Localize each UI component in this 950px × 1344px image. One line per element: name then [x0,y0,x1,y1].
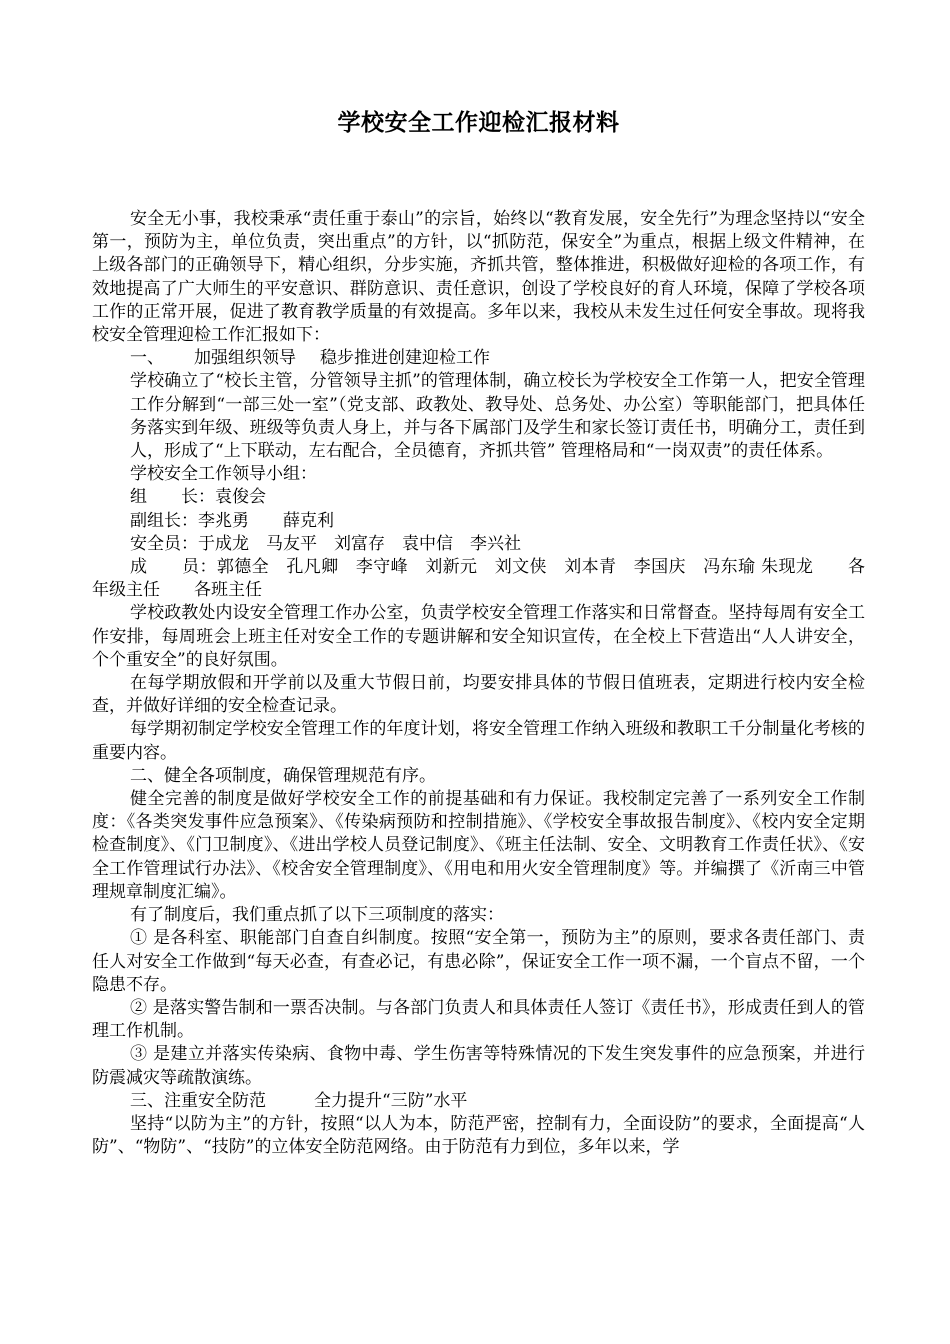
section1-paragraph-3: 在每学期放假和开学前以及重大节假日前，均要安排具体的节假日值班表，定期进行校内安全检查，并做好详细的安全检查记录。 [92,673,865,717]
leader-label: 组 长： [130,487,215,508]
section3-heading [92,1090,865,1113]
section2-paragraph-2: 有了制度后，我们重点抓了以下三项制度的落实： [130,905,504,926]
group-label: 学校安全工作领导小组： [130,464,317,485]
members-names: 郭德全 孔凡卿 李守峰 刘新元 刘文侠 刘本青 李国庆 冯东瑜 朱现龙 各年级主任 各班主任 [92,557,865,601]
section1-paragraph-4: 每学期初制定学校安全管理工作的年度计划，将安全管理工作纳入班级和教职工千分制量化考核的重要内容。 [92,719,865,763]
section2-item-3: ③ 是建立并落实传染病、食物中毒、学生伤害等特殊情况的下发生突发事件的应急预案，并进行防震减灾等疏散演练。 [92,1044,865,1088]
group-safety-officers [92,533,865,556]
members-label: 成 员： [130,557,217,578]
section1-heading-b: 稳步推进创建迎检工作 [320,348,490,369]
section3-heading-a: 三、注重安全防范 [130,1090,266,1111]
section3-heading-b: 全力提升“三防”水平 [314,1090,468,1111]
group-members [92,556,865,602]
group-leader [92,486,865,509]
vice-label: 副组长： [130,510,198,531]
document-title: 学校安全工作迎检汇报材料 [337,109,620,136]
section1-paragraph-2: 学校政教处内设安全管理工作办公室，负责学校安全管理工作落实和日常督查。坚持每周有安全工作安排，每周班会上班主任对安全工作的专题讲解和安全知识宣传，在全校上下营造出“人人讲安全，个个重安全”的良好氛围。 [92,603,865,670]
group-vice-leaders [92,510,865,533]
leader-name: 袁俊会 [215,487,266,508]
document-page [92,108,865,1159]
section1-heading [92,347,865,370]
section1-paragraph-1: 学校确立了“校长主管，分管领导主抓”的管理体制，确立校长为学校安全工作第一人，把安全管理工作分解到“一部三处一室”（党支部、政教处、教导处、总务处、办公室）等职能部门，把具体任务落实到年级、班级等负责人身上，并与各下属部门及学生和家长签订责任书，明确分工，责任到人，形成了“上下联动，左右配合，全员德育，齐抓共管” 管理格局和“一岗双责”的责任体系。 [130,371,865,462]
safety-names: 于成龙 马友平 刘富存 袁中信 李兴社 [198,533,521,554]
vice-names: 李兆勇 薛克利 [198,510,334,531]
section2-item-1: ① 是各科室、职能部门自查自纠制度。按照“安全第一，预防为主”的原则，要求各责任部门、责任人对安全工作做到“每天必查，有查必记，有患必除”，保证安全工作一项不漏，一个盲点不留，一个隐患不存。 [92,928,865,995]
safety-label: 安全员： [130,533,198,554]
section2-heading: 二、健全各项制度，确保管理规范有序。 [130,765,436,786]
intro-paragraph: 安全无小事，我校秉承“责任重于泰山”的宗旨，始终以“教育发展，安全先行”为理念坚持以“安全第一，预防为主，单位负责，突出重点”的方针，以“抓防范，保安全”为重点，根据上级文件精神，在上级各部门的正确领导下，精心组织，分步实施，齐抓共管，整体推进，积极做好迎检的各项工作，有效地提高了广大师生的平安意识、群防意识、责任意识，创设了学校良好的育人环境，保障了学校各项工作的正常开展，促进了教育教学质量的有效提高。多年以来，我校从未发生过任何安全事故。现将我校安全管理迎检工作汇报如下： [92,209,865,346]
section2-item-2: ② 是落实警告制和一票否决制。与各部门负责人和具体责任人签订《责任书》，形成责任到人的管理工作机制。 [92,997,865,1042]
section1-number: 一、 [130,348,164,369]
section3-paragraph-1: 坚持“以防为主”的方针，按照“以人为本，防范严密，控制有力，全面设防”的要求，全面提高“人防”、“物防”、“技防”的立体安全防范网络。由于防范有力到位，多年以来，学 [92,1113,865,1158]
section2-paragraph-1: 健全完善的制度是做好学校安全工作的前提基础和有力保证。我校制定完善了一系列安全工作制度：《各类突发事件应急预案》、《传染病预防和控制措施》、《学校安全事故报告制度》、《校内安全定期检查制度》、《门卫制度》、《进出学校人员登记制度》、《班主任法制、安全、文明教育工作责任状》、《安全工作管理试行办法》、《校舍安全管理制度》、《用电和用火安全管理制度》等。并编撰了《沂南三中管理规章制度汇编》。 [92,789,865,902]
section1-heading-a: 加强组织领导 [194,348,296,369]
